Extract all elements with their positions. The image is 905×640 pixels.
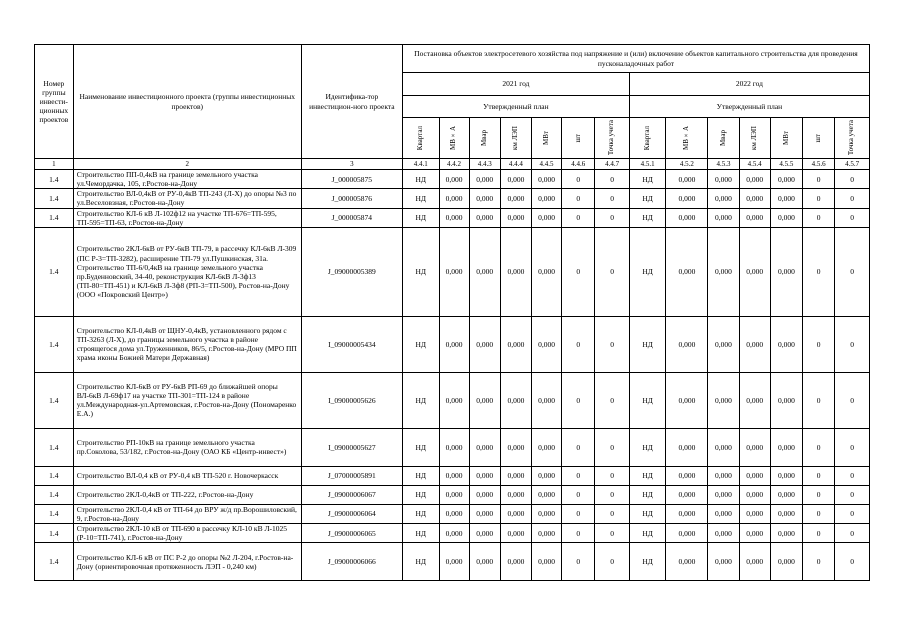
value-cell-2021: 0,000	[500, 524, 531, 543]
value-cell-2022: 0,000	[739, 485, 770, 504]
value-cell-2021: 0	[595, 170, 629, 189]
value-cell-2022: 0	[835, 428, 870, 466]
value-cell-2021: НД	[402, 189, 439, 208]
project-name-cell: Строительство РП-10кВ на границе земельного участка пр.Соколова, 53/182, г.Ростов-на-Дону (ОАО КБ «Центр-инвест»)	[73, 428, 301, 466]
group-number-cell: 1.4	[35, 189, 74, 208]
value-cell-2021: 0,000	[439, 485, 469, 504]
value-cell-2022: НД	[629, 524, 666, 543]
header-subcolumn-label: Мвар	[480, 129, 489, 147]
value-cell-2022: 0	[835, 189, 870, 208]
value-cell-2021: 0,000	[531, 524, 561, 543]
value-cell-2022: 0,000	[739, 170, 770, 189]
column-number-cell: 4.5.3	[708, 159, 739, 170]
value-cell-2022: 0	[803, 316, 835, 372]
value-cell-2021: 0,000	[439, 428, 469, 466]
header-subcolumn-label: Мвар	[718, 129, 727, 147]
value-cell-2021: НД	[402, 543, 439, 581]
value-cell-2021: 0,000	[531, 543, 561, 581]
value-cell-2022: 0,000	[770, 504, 802, 523]
header-subcolumn	[770, 118, 802, 159]
table-header	[35, 45, 870, 170]
value-cell-2021: 0,000	[500, 428, 531, 466]
value-cell-2022: 0,000	[770, 543, 802, 581]
table-row	[35, 428, 870, 466]
header-project-name: Наименование инвестиционного проекта (группы инвестиционных проектов)	[73, 45, 301, 159]
value-cell-2021: 0,000	[439, 227, 469, 316]
value-cell-2021: НД	[402, 170, 439, 189]
header-main-title: Постановка объектов электросетевого хозяйства под напряжение и (или) включение объектов капитального строительства для проведения пусконаладочных работ	[402, 45, 869, 73]
value-cell-2022: 0,000	[666, 485, 708, 504]
value-cell-2021: 0	[595, 504, 629, 523]
value-cell-2022: 0	[803, 208, 835, 227]
value-cell-2021: 0	[562, 543, 595, 581]
value-cell-2022: 0	[835, 170, 870, 189]
value-cell-2021: 0,000	[469, 466, 500, 485]
value-cell-2022: 0,000	[666, 170, 708, 189]
value-cell-2021: 0	[562, 189, 595, 208]
value-cell-2022: 0,000	[708, 466, 739, 485]
project-id-cell: J_09000006064	[301, 504, 402, 523]
value-cell-2022: 0,000	[770, 189, 802, 208]
project-id-cell: J_000005876	[301, 189, 402, 208]
header-subcolumn-label: Точка учета	[847, 120, 856, 156]
header-subcolumn-label: Квартал	[416, 125, 425, 151]
value-cell-2021: 0,000	[469, 543, 500, 581]
group-number-cell: 1.4	[35, 504, 74, 523]
value-cell-2021: 0,000	[531, 316, 561, 372]
value-cell-2021: 0	[562, 372, 595, 428]
value-cell-2022: НД	[629, 316, 666, 372]
group-number-cell: 1.4	[35, 372, 74, 428]
header-subcolumn-label: шт	[813, 133, 822, 143]
value-cell-2022: НД	[629, 208, 666, 227]
value-cell-2022: 0	[803, 543, 835, 581]
value-cell-2022: 0,000	[739, 372, 770, 428]
value-cell-2021: 0,000	[531, 208, 561, 227]
value-cell-2021: 0,000	[469, 504, 500, 523]
value-cell-2022: НД	[629, 189, 666, 208]
header-subcolumn	[595, 118, 629, 159]
column-number-cell: 4.4.2	[439, 159, 469, 170]
project-id-cell: J_09000005389	[301, 227, 402, 316]
value-cell-2021: 0,000	[500, 227, 531, 316]
value-cell-2022: 0,000	[739, 227, 770, 316]
value-cell-2022: 0,000	[739, 504, 770, 523]
value-cell-2021: 0	[595, 524, 629, 543]
value-cell-2021: 0,000	[439, 504, 469, 523]
column-numbers-row	[35, 159, 870, 170]
value-cell-2021: 0,000	[469, 170, 500, 189]
value-cell-2021: 0,000	[531, 466, 561, 485]
value-cell-2021: 0,000	[469, 227, 500, 316]
value-cell-2021: 0,000	[500, 189, 531, 208]
project-id-cell: J_09000006066	[301, 543, 402, 581]
value-cell-2022: 0	[835, 485, 870, 504]
header-year-2021: 2021 год	[402, 73, 629, 96]
value-cell-2021: 0	[562, 466, 595, 485]
group-number-cell: 1.4	[35, 170, 74, 189]
value-cell-2021: 0	[562, 524, 595, 543]
header-subcolumn	[469, 118, 500, 159]
column-number-cell: 4.4.4	[500, 159, 531, 170]
value-cell-2022: 0,000	[739, 189, 770, 208]
value-cell-2021: 0	[562, 428, 595, 466]
value-cell-2022: 0,000	[666, 524, 708, 543]
value-cell-2022: 0,000	[770, 428, 802, 466]
project-name-cell: Строительство 2КЛ-10 кВ от ТП-690 в рассечку КЛ-10 кВ Л-1025 (Р-10=ТП-741), г.Ростов-на-Дону	[73, 524, 301, 543]
column-number-cell: 4.5.1	[629, 159, 666, 170]
investment-projects-table	[34, 44, 870, 581]
value-cell-2021: НД	[402, 504, 439, 523]
value-cell-2022: 0,000	[770, 372, 802, 428]
value-cell-2021: НД	[402, 485, 439, 504]
column-number-cell: 4.5.2	[666, 159, 708, 170]
value-cell-2021: 0,000	[531, 372, 561, 428]
value-cell-2022: 0	[835, 208, 870, 227]
value-cell-2021: 0,000	[439, 316, 469, 372]
project-name-cell: Строительство ПП-0,4кВ на границе земельного участка ул.Чемордачка, 105, г.Ростов-на-Дону	[73, 170, 301, 189]
value-cell-2022: 0,000	[666, 372, 708, 428]
value-cell-2021: 0,000	[500, 208, 531, 227]
value-cell-2021: 0,000	[439, 466, 469, 485]
value-cell-2021: 0,000	[531, 428, 561, 466]
value-cell-2022: 0,000	[666, 543, 708, 581]
value-cell-2022: 0,000	[666, 466, 708, 485]
value-cell-2022: 0,000	[708, 524, 739, 543]
value-cell-2022: 0,000	[770, 227, 802, 316]
value-cell-2021: НД	[402, 316, 439, 372]
value-cell-2021: 0	[595, 208, 629, 227]
project-id-cell: I_09000005434	[301, 316, 402, 372]
value-cell-2022: 0,000	[708, 189, 739, 208]
value-cell-2021: 0	[595, 485, 629, 504]
value-cell-2022: 0	[835, 504, 870, 523]
project-id-cell: J_07000005891	[301, 466, 402, 485]
value-cell-2021: НД	[402, 428, 439, 466]
table-row	[35, 543, 870, 581]
value-cell-2021: 0,000	[500, 504, 531, 523]
value-cell-2022: 0,000	[739, 428, 770, 466]
value-cell-2022: 0,000	[708, 485, 739, 504]
value-cell-2022: НД	[629, 372, 666, 428]
project-id-cell: I_09000005627	[301, 428, 402, 466]
header-subcolumn-label: шт	[573, 133, 582, 143]
project-name-cell: Строительство КЛ-6кВ от РУ-6кВ РП-69 до ближайшей опоры ВЛ-6кВ Л-69ф17 на участке ТП-301=ТП-124 в районе ул.Международная-ул.Артемовская, г.Ростов-на-Дону (Пономаренко Е.А.)	[73, 372, 301, 428]
value-cell-2022: НД	[629, 466, 666, 485]
value-cell-2022: 0,000	[666, 504, 708, 523]
header-subcolumn-label: км ЛЭП	[511, 125, 520, 150]
column-number-cell: 4.4.6	[562, 159, 595, 170]
value-cell-2021: 0,000	[469, 372, 500, 428]
value-cell-2021: 0	[562, 485, 595, 504]
value-cell-2022: НД	[629, 428, 666, 466]
value-cell-2022: 0,000	[708, 227, 739, 316]
header-subcolumn	[629, 118, 666, 159]
project-id-cell: J_000005875	[301, 170, 402, 189]
value-cell-2021: 0,000	[469, 524, 500, 543]
value-cell-2021: 0	[562, 208, 595, 227]
value-cell-2022: 0,000	[666, 428, 708, 466]
header-subcolumn	[666, 118, 708, 159]
value-cell-2022: 0,000	[770, 466, 802, 485]
value-cell-2022: 0	[803, 524, 835, 543]
group-number-cell: 1.4	[35, 485, 74, 504]
project-id-cell: J_09000006067	[301, 485, 402, 504]
project-id-cell: I_09000005626	[301, 372, 402, 428]
header-subcolumn-label: МВт	[541, 131, 550, 145]
value-cell-2021: 0,000	[469, 485, 500, 504]
group-number-cell: 1.4	[35, 466, 74, 485]
value-cell-2021: 0	[562, 227, 595, 316]
project-id-cell: J_09000006065	[301, 524, 402, 543]
group-number-cell: 1.4	[35, 316, 74, 372]
value-cell-2021: 0	[562, 170, 595, 189]
table-row	[35, 485, 870, 504]
header-group-number: Номер группы инвести-ционных проектов	[35, 45, 74, 159]
header-subcolumn	[531, 118, 561, 159]
group-number-cell: 1.4	[35, 524, 74, 543]
value-cell-2021: НД	[402, 372, 439, 428]
column-number-cell: 1	[35, 159, 74, 170]
value-cell-2022: 0	[835, 227, 870, 316]
value-cell-2022: 0,000	[666, 208, 708, 227]
project-name-cell: Строительство ВЛ-0,4кВ от РУ-0,4кВ ТП-243 (Л-Х) до опоры №3 по ул.Веселовзная, г.Ростов-на-Дону	[73, 189, 301, 208]
value-cell-2021: 0,000	[531, 170, 561, 189]
value-cell-2022: 0,000	[708, 543, 739, 581]
value-cell-2021: 0	[595, 466, 629, 485]
value-cell-2022: 0,000	[666, 316, 708, 372]
header-subcolumn	[803, 118, 835, 159]
value-cell-2022: 0,000	[708, 316, 739, 372]
table-row	[35, 208, 870, 227]
table-row	[35, 466, 870, 485]
project-name-cell: Строительство 2КЛ-0,4 кВ от ТП-64 до ВРУ ж/д пр.Ворошиловский, 9, г.Ростов-на-Дону	[73, 504, 301, 523]
header-subcolumn-label: км ЛЭП	[750, 125, 758, 150]
value-cell-2022: 0	[803, 227, 835, 316]
table-row	[35, 170, 870, 189]
value-cell-2021: 0,000	[439, 543, 469, 581]
table-row	[35, 504, 870, 523]
value-cell-2021: 0,000	[439, 524, 469, 543]
table-row	[35, 316, 870, 372]
project-id-cell: J_000005874	[301, 208, 402, 227]
value-cell-2022: 0,000	[770, 208, 802, 227]
value-cell-2022: 0,000	[708, 504, 739, 523]
value-cell-2022: 0,000	[739, 316, 770, 372]
value-cell-2021: 0,000	[531, 485, 561, 504]
value-cell-2022: 0	[803, 485, 835, 504]
value-cell-2021: 0,000	[500, 316, 531, 372]
column-number-cell: 4.4.3	[469, 159, 500, 170]
value-cell-2021: 0,000	[500, 372, 531, 428]
value-cell-2021: НД	[402, 524, 439, 543]
project-name-cell: Строительство КЛ-6 кВ от ПС Р-2 до опоры №2 Л-204, г.Ростов-на-Дону (ориентировочная протяженность ЛЭП - 0,240 км)	[73, 543, 301, 581]
value-cell-2022: 0,000	[708, 428, 739, 466]
value-cell-2022: 0,000	[770, 485, 802, 504]
value-cell-2022: 0,000	[739, 524, 770, 543]
value-cell-2022: 0,000	[708, 208, 739, 227]
value-cell-2021: 0,000	[469, 189, 500, 208]
header-subcolumn	[708, 118, 739, 159]
value-cell-2021: 0,000	[469, 208, 500, 227]
project-name-cell: Строительство ВЛ-0,4 кВ от РУ-0,4 кВ ТП-520 г. Новочеркасск	[73, 466, 301, 485]
value-cell-2021: 0,000	[500, 170, 531, 189]
value-cell-2022: 0	[803, 189, 835, 208]
header-plan-2021: Утвержденный план	[402, 96, 629, 118]
value-cell-2022: 0	[803, 428, 835, 466]
value-cell-2021: НД	[402, 208, 439, 227]
value-cell-2022: НД	[629, 227, 666, 316]
value-cell-2021: 0	[595, 316, 629, 372]
header-subcolumn-label: Точка учета	[607, 120, 616, 156]
value-cell-2022: 0,000	[739, 208, 770, 227]
value-cell-2021: 0,000	[439, 372, 469, 428]
table-row	[35, 524, 870, 543]
table-body	[35, 170, 870, 581]
group-number-cell: 1.4	[35, 543, 74, 581]
column-number-cell: 4.4.1	[402, 159, 439, 170]
value-cell-2022: 0,000	[708, 372, 739, 428]
column-number-cell: 4.5.6	[803, 159, 835, 170]
table-row	[35, 227, 870, 316]
header-subcolumn	[439, 118, 469, 159]
header-subcolumn	[562, 118, 595, 159]
value-cell-2021: 0,000	[531, 189, 561, 208]
value-cell-2021: 0,000	[439, 170, 469, 189]
value-cell-2022: 0	[835, 316, 870, 372]
value-cell-2021: 0	[562, 316, 595, 372]
value-cell-2022: НД	[629, 485, 666, 504]
column-number-cell: 4.4.5	[531, 159, 561, 170]
value-cell-2022: 0	[803, 170, 835, 189]
header-project-id: Идентифика-тор инвестицион-ного проекта	[301, 45, 402, 159]
value-cell-2022: 0,000	[739, 466, 770, 485]
value-cell-2021: 0	[595, 543, 629, 581]
value-cell-2021: 0	[595, 372, 629, 428]
value-cell-2022: НД	[629, 543, 666, 581]
column-number-cell: 4.5.5	[770, 159, 802, 170]
value-cell-2021: 0	[595, 189, 629, 208]
header-subcolumn	[835, 118, 870, 159]
header-subcolumn-label: МВ×А	[682, 126, 691, 150]
project-name-cell: Строительство КЛ-6 кВ Л-102ф12 на участке ТП-676=ТП-595, ТП-595=ТП-63, г.Ростов-на-Дону	[73, 208, 301, 227]
column-number-cell: 2	[73, 159, 301, 170]
value-cell-2021: 0	[595, 428, 629, 466]
header-plan-2022: Утвержденный план	[629, 96, 869, 118]
project-name-cell: Строительство КЛ-0,4кВ от ЩНУ-0,4кВ, установленного рядом с ТП-3263 (Л-Х), до границы земельного участка в районе строящегося дома ул.Труженников, 86/5, г.Ростов-на-Дону (МРО ПП храма иконы Божией Матери Державная)	[73, 316, 301, 372]
value-cell-2021: 0	[562, 504, 595, 523]
value-cell-2021: НД	[402, 227, 439, 316]
value-cell-2021: 0,000	[439, 208, 469, 227]
group-number-cell: 1.4	[35, 428, 74, 466]
column-number-cell: 4.5.4	[739, 159, 770, 170]
header-subcolumn	[739, 118, 770, 159]
value-cell-2022: 0	[835, 466, 870, 485]
group-number-cell: 1.4	[35, 208, 74, 227]
header-subcolumn-label: МВт	[781, 131, 790, 145]
column-number-cell: 3	[301, 159, 402, 170]
value-cell-2022: 0	[835, 524, 870, 543]
value-cell-2021: 0,000	[469, 316, 500, 372]
project-name-cell: Строительство 2КЛ-0,4кВ от ТП-222, г.Ростов-на-Дону	[73, 485, 301, 504]
project-name-cell: Строительство 2КЛ-6кВ от РУ-6кВ ТП-79, в рассечку КЛ-6кВ Л-309 (ПС Р-3=ТП-3282), расширение ТП-79 ул.Пушкинская, 31а. Строительство ТП-6/0,4кВ на границе земельного участка пр.Буденновский, 34-40, реконструкция КЛ-6кВ Л-3ф13 (ТП-80=ТП-451) и КЛ-6кВ Л-3ф8 (РП-3=ТП-500), Ростов-на-Дону (ООО «Покровский Центр»)	[73, 227, 301, 316]
value-cell-2021: 0,000	[500, 466, 531, 485]
value-cell-2022: 0	[835, 372, 870, 428]
value-cell-2022: 0,000	[666, 189, 708, 208]
value-cell-2021: 0,000	[500, 485, 531, 504]
value-cell-2021: НД	[402, 466, 439, 485]
header-subcolumn	[402, 118, 439, 159]
header-year-2022: 2022 год	[629, 73, 869, 96]
column-number-cell: 4.4.7	[595, 159, 629, 170]
value-cell-2022: 0	[803, 372, 835, 428]
value-cell-2022: 0	[803, 466, 835, 485]
table-row	[35, 189, 870, 208]
value-cell-2021: 0	[595, 227, 629, 316]
value-cell-2021: 0,000	[439, 189, 469, 208]
header-subcolumn	[500, 118, 531, 159]
value-cell-2022: НД	[629, 504, 666, 523]
value-cell-2022: 0,000	[770, 524, 802, 543]
table-row	[35, 372, 870, 428]
value-cell-2022: 0	[835, 543, 870, 581]
value-cell-2021: 0,000	[469, 428, 500, 466]
group-number-cell: 1.4	[35, 227, 74, 316]
value-cell-2022: 0,000	[666, 227, 708, 316]
value-cell-2022: 0	[803, 504, 835, 523]
value-cell-2022: 0,000	[770, 170, 802, 189]
value-cell-2022: 0,000	[708, 170, 739, 189]
value-cell-2022: НД	[629, 170, 666, 189]
column-number-cell: 4.5.7	[835, 159, 870, 170]
value-cell-2021: 0,000	[531, 227, 561, 316]
value-cell-2022: 0,000	[770, 316, 802, 372]
value-cell-2021: 0,000	[500, 543, 531, 581]
header-subcolumn-label: МВ×А	[449, 126, 458, 150]
value-cell-2021: 0,000	[531, 504, 561, 523]
header-subcolumn-label: Квартал	[642, 125, 651, 151]
value-cell-2022: 0,000	[739, 543, 770, 581]
